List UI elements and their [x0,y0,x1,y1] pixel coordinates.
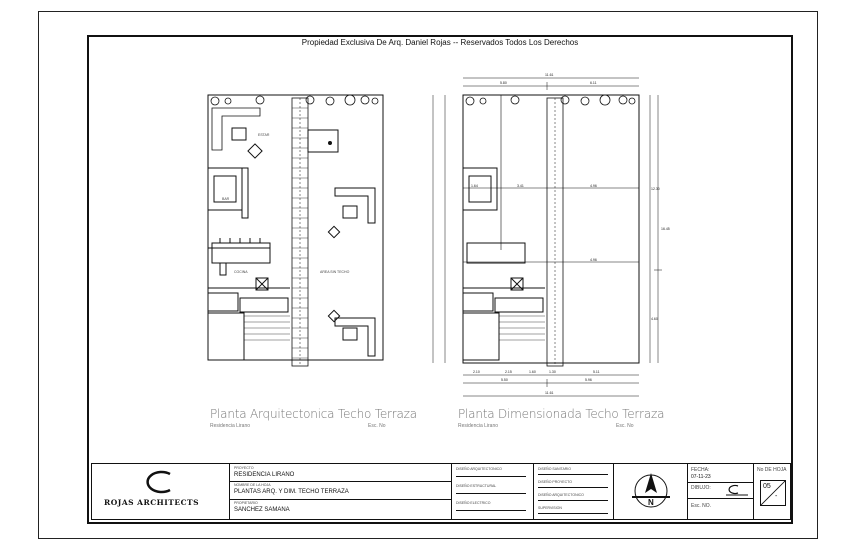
tb-north-cell [614,464,688,519]
esc-label: Esc. NO. [691,503,712,509]
col2-item-2: DISEÑO ELECTRICO [456,501,491,505]
dim-top-b: 6.11 [590,81,597,85]
dim-bot-total: 11.61 [545,391,554,395]
tb-sheet-cell [754,464,792,519]
dim-right-b: 4.60 [651,317,658,321]
label-estar: ESTAR [258,133,270,137]
sheet-number: 05 [763,483,771,490]
tb-date-cell [688,464,754,519]
dim-bot-c5: 5.11 [593,370,600,374]
plan-architectural [200,88,400,373]
dim-inner-c: 4.96 [590,258,597,262]
proyecto-label: PROYECTO [234,466,254,470]
propietario-label: PROPIETARIO [234,501,258,505]
dim-top-total: 11.61 [545,73,554,77]
plan-right-subtitle: Residencia Lirano [458,423,499,429]
plan-left-scale: Esc. No [368,423,386,429]
north-arrow-icon [626,469,676,513]
label-area-techo: AREA SIN TECHO [320,270,350,274]
hoja-label: No DE HOJA [757,467,787,473]
logo-text: ROJAS ARCHITECTS [104,498,200,507]
dim-bot-c4: 1.30 [549,370,556,374]
dim-bot-b: 5.96 [585,378,592,382]
proyecto-value: RESIDENCIA LIRANO [234,472,295,478]
dibujo-label: DIBUJO: [691,485,711,491]
header-text: Propiedad Exclusiva De Arq. Daniel Rojas -- Reservados Todos Los Derechos [301,38,579,47]
fecha-value: 07-11-23 [691,474,711,480]
col3-item-2: DISEÑO ARQUITECTONICO [538,493,584,497]
col2-item-1: DISEÑO ESTRUCTURAL [456,484,497,488]
propietario-value: SANCHEZ SAMANA [234,507,290,513]
plan-right-title: Planta Dimensionada Techo Terraza [458,407,665,421]
sheet-number-sub: - [775,493,778,500]
col3-item-0: DISEÑO SANITARIO [538,467,571,471]
dim-inner-a: 3.41 [517,184,524,188]
tb-supervision-cell [534,464,614,519]
col3-item-3: SUPERVISION [538,506,562,510]
dim-bot-c1: 2.10 [473,370,480,374]
plan-left-title: Planta Arquitectonica Techo Terraza [210,407,417,421]
contenido-label: NOMBRE DE LA HOJA [234,483,271,487]
logo-mark [140,470,180,494]
plan-right-scale: Esc. No [616,423,634,429]
dim-bot-c3: 1.60 [529,370,536,374]
tb-project-cell [230,464,452,519]
label-bar: BAR [222,197,230,201]
title-block [91,463,791,520]
dim-top-a: 5.80 [500,81,507,85]
dim-inner-d: 1.64 [471,184,478,188]
tb-design-cell [452,464,534,519]
dim-bot-a: 5.50 [501,378,508,382]
dim-right-a: 12.30 [651,187,660,191]
trees-top [211,95,378,105]
dim-bot-c2: 2.15 [505,370,512,374]
svg-text:N: N [648,498,654,507]
plan-left-subtitle: Residencia Lirano [210,423,251,429]
trees-top-right [466,95,635,105]
plan-dimensioned [425,70,670,405]
col3-item-1: DISEÑO PROYECTO [538,480,572,484]
fecha-label: FECHA: [691,467,710,473]
small-logo-icon [724,484,750,496]
col2-item-0: DISEÑO ARQUITECTONICO [456,467,502,471]
dim-right-total: 16.45 [661,227,670,231]
dim-inner-b: 4.96 [590,184,597,188]
tb-logo-cell [92,464,230,519]
label-cocina: COCINA [234,270,248,274]
sheet-number-box [760,480,786,506]
contenido-value: PLANTAS ARQ. Y DIM. TECHO TERRAZA [234,489,349,495]
